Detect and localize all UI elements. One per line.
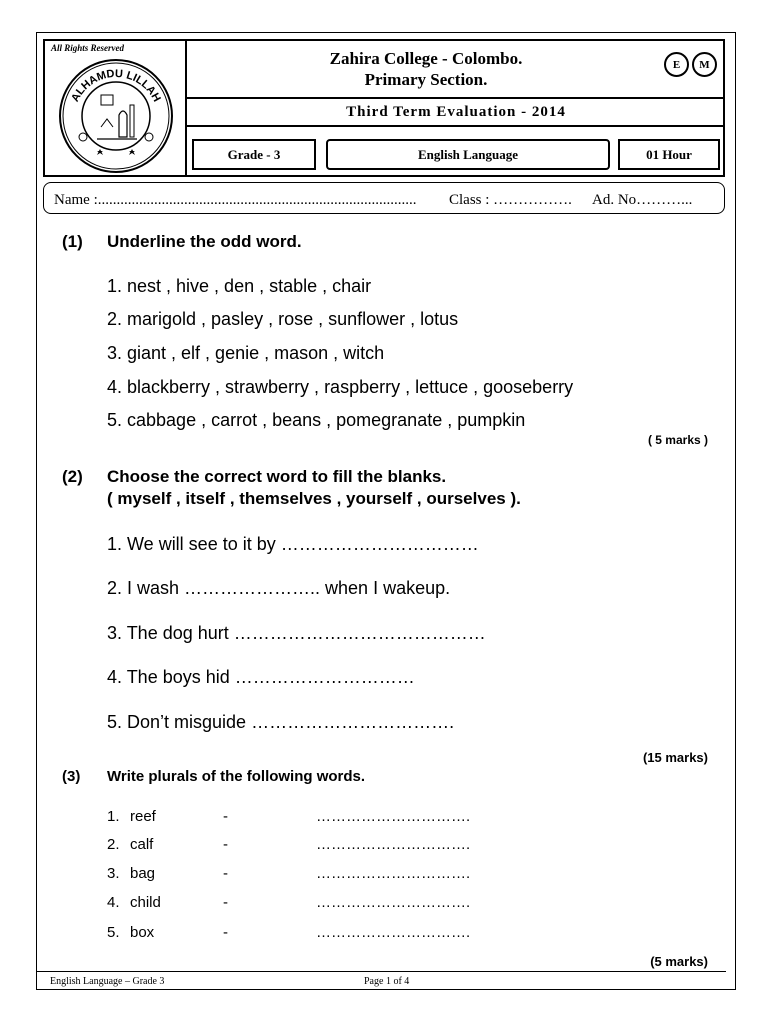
name-field[interactable]: Name :..................................................................................... — [54, 192, 417, 208]
q2-word-options: ( myself , itself , themselves , yourself , ourselves ). — [107, 489, 521, 508]
q1-item: 5. cabbage , carrot , beans , pomegranate , pumpkin — [107, 410, 526, 430]
q3-dash: - — [223, 894, 228, 911]
q1-marks: ( 5 marks ) — [647, 433, 708, 447]
q1-item: 1. nest , hive , den , stable , chair — [107, 276, 372, 296]
q3-item-number: 3. — [107, 865, 120, 882]
seal-text: ALHAMDU LILLAH — [69, 67, 163, 104]
rights-notice: All Rights Reserved — [51, 43, 125, 53]
q3-word: reef — [130, 808, 156, 825]
q3-word: bag — [130, 865, 156, 882]
q3-dash: - — [223, 924, 228, 941]
q3-item-number: 4. — [107, 894, 120, 911]
q2-number: (2) — [62, 467, 83, 486]
title-row — [187, 39, 725, 99]
q3-title: Write plurals of the following words. — [107, 768, 366, 785]
grade-tag: Grade - 3 — [192, 139, 316, 170]
q1-number: (1) — [62, 232, 83, 251]
q3-item-number: 2. — [107, 836, 120, 853]
q3-answer-blank[interactable]: …………………………. — [316, 894, 471, 911]
q3-dash: - — [223, 836, 228, 853]
q3-answer-blank[interactable]: …………………………. — [316, 808, 471, 825]
q1-item: 4. blackberry , strawberry , raspberry , lettuce , gooseberry — [107, 377, 574, 397]
q2-item[interactable]: 4. The boys hid ………………………… — [107, 667, 415, 687]
student-info-row — [43, 182, 725, 214]
q3-answer-blank[interactable]: …………………………. — [316, 836, 471, 853]
q3-item-number: 1. — [107, 808, 120, 825]
q1-title: Underline the odd word. — [107, 232, 302, 251]
q3-item-number: 5. — [107, 924, 120, 941]
q2-item[interactable]: 5. Don’t misguide ……………………………. — [107, 712, 455, 732]
q3-marks: (5 marks) — [650, 954, 708, 969]
school-line-1: Zahira College - Colombo. — [329, 49, 523, 68]
q3-dash: - — [223, 808, 228, 825]
q1-item: 3. giant , elf , genie , mason , witch — [107, 343, 385, 363]
q3-answer-blank[interactable]: …………………………. — [316, 924, 471, 941]
q3-word: box — [130, 924, 155, 941]
medium-badges — [664, 52, 717, 77]
school-line-2: Primary Section. — [364, 70, 488, 89]
q2-item[interactable]: 1. We will see to it by …………………………… — [107, 534, 479, 554]
school-name — [187, 48, 725, 90]
q3-word: calf — [130, 836, 154, 853]
footer-divider — [36, 971, 726, 972]
svg-text:ALHAMDU LILLAH — [69, 68, 162, 104]
q2-title: Choose the correct word to fill the blanks. — [107, 467, 447, 486]
admission-number-field[interactable]: Ad. No………... — [592, 192, 693, 208]
q2-marks: (15 marks) — [642, 750, 708, 765]
school-seal-icon — [57, 57, 175, 175]
q3-dash: - — [223, 865, 228, 882]
q3-word: child — [130, 894, 161, 911]
medium-e-badge: E — [664, 52, 689, 77]
evaluation-title: Third Term Evaluation - 2014 — [187, 99, 725, 127]
q1-item: 2. marigold , pasley , rose , sunflower , lotus — [107, 309, 459, 329]
footer-page-number: Page 1 of 4 — [364, 976, 410, 987]
medium-m-badge: M — [692, 52, 717, 77]
q3-answer-blank[interactable]: …………………………. — [316, 865, 471, 882]
q2-item[interactable]: 2. I wash ………………….. when I wakeup. — [107, 578, 451, 598]
duration-tag: 01 Hour — [618, 139, 720, 170]
class-field[interactable]: Class : ……………. — [449, 192, 572, 208]
q3-number: (3) — [62, 768, 81, 785]
q2-item[interactable]: 3. The dog hurt …………………………………… — [107, 623, 486, 643]
footer-subject: English Language – Grade 3 — [50, 976, 165, 987]
subject-tag: English Language — [326, 139, 610, 170]
